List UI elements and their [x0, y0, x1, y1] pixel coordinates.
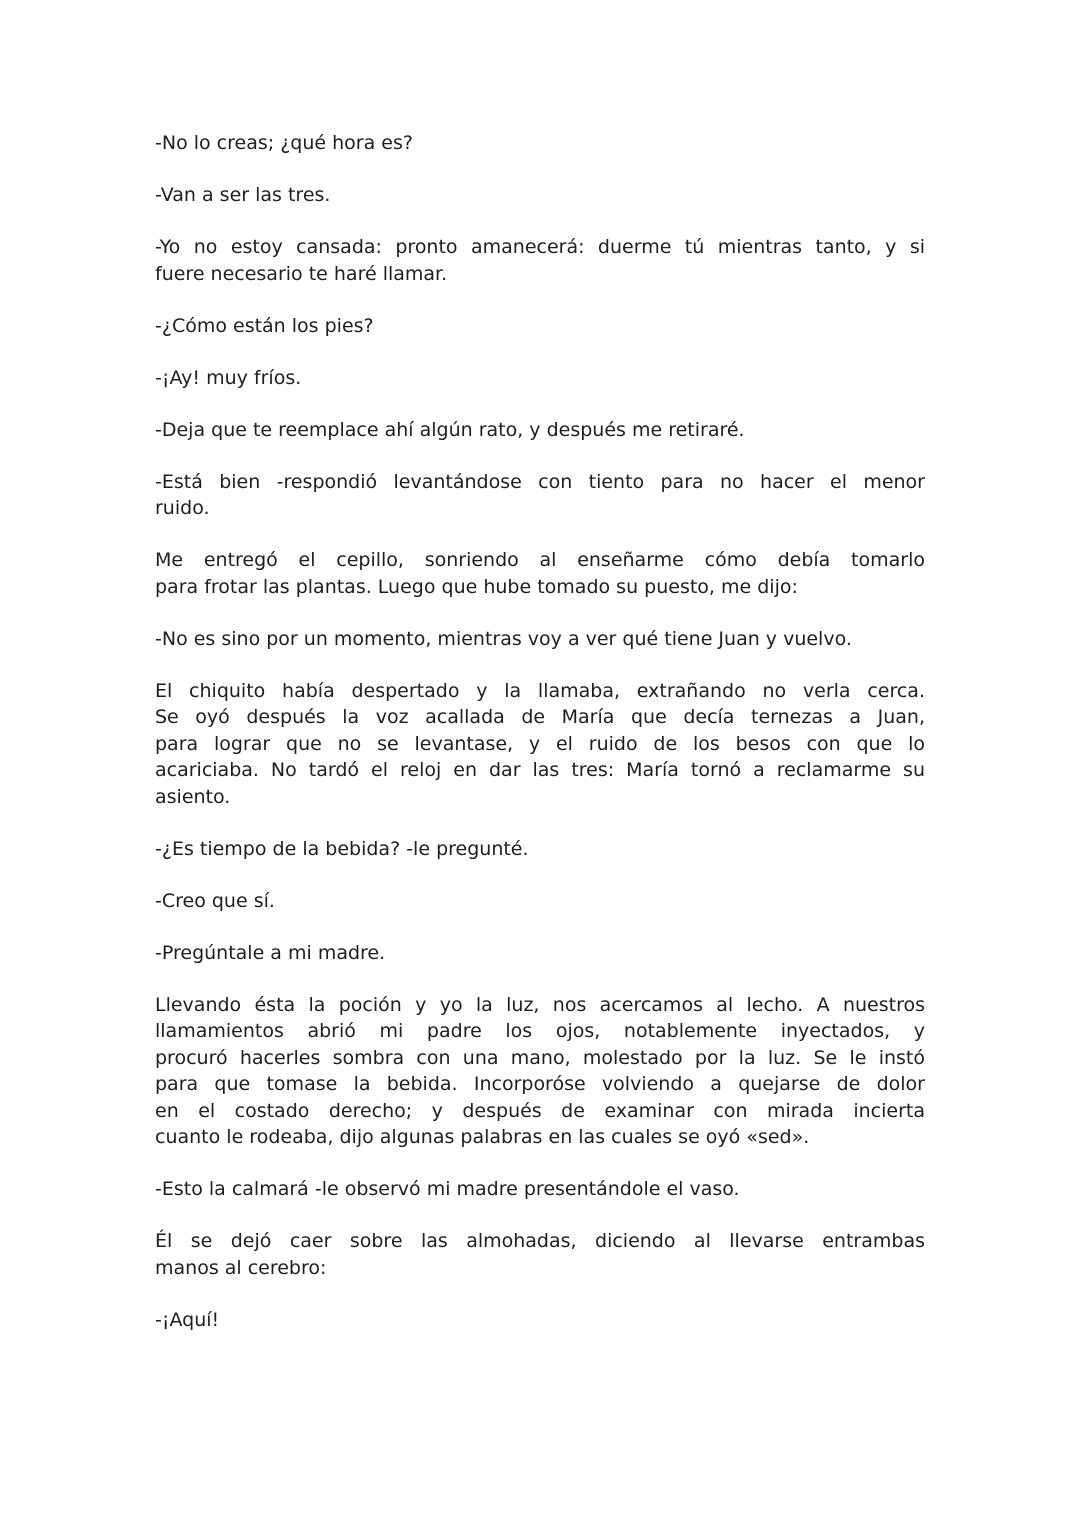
paragraph — [155, 836, 925, 863]
paragraph — [155, 469, 925, 522]
text-line: para frotar las plantas. Luego que hube tomado su puesto, me dijo: — [155, 575, 798, 598]
paragraph — [155, 365, 925, 392]
text-line: -Está bien -respondió levantándose con tiento para no hacer el menor — [155, 470, 925, 493]
text-line: -¡Aquí! — [155, 1308, 220, 1331]
text-line: El chiquito había despertado y la llamaba, extrañando no verla cerca. — [155, 679, 925, 702]
text-line: acariciaba. No tardó el reloj en dar las tres: María tornó a reclamarme su — [155, 759, 925, 781]
text-line: llamamientos abrió mi padre los ojos, notablemente inyectados, y — [155, 1020, 925, 1042]
paragraph — [155, 992, 925, 1151]
text-line: para lograr que no se levantase, y el ruido de los besos con que lo — [155, 732, 925, 755]
paragraph — [155, 678, 925, 811]
text-line: ruido. — [155, 497, 210, 519]
paragraph — [155, 940, 925, 967]
paragraph — [155, 626, 925, 653]
text-line: -¿Es tiempo de la bebida? -le pregunté. — [155, 837, 529, 860]
text-line: fuere necesario te haré llamar. — [155, 262, 448, 285]
text-line: -¿Cómo están los pies? — [155, 314, 374, 337]
text-line: -Pregúntale a mi madre. — [155, 941, 386, 964]
text-line: -Creo que sí. — [155, 889, 275, 912]
document-body — [155, 130, 925, 1359]
text-line: Se oyó después la voz acallada de María que decía ternezas a Juan, — [155, 706, 925, 728]
text-line: cuanto le rodeaba, dijo algunas palabras en las cuales se oyó «sed». — [155, 1126, 810, 1148]
text-line: Me entregó el cepillo, sonriendo al enseñarme cómo debía tomarlo — [155, 549, 925, 571]
text-line: -Yo no estoy cansada: pronto amanecerá: duerme tú mientras tanto, y si — [155, 236, 925, 258]
text-line: manos al cerebro: — [155, 1256, 327, 1279]
paragraph — [155, 1228, 925, 1281]
text-line: asiento. — [155, 785, 231, 808]
text-line: Él se dejó caer sobre las almohadas, diciendo al llevarse entrambas — [155, 1230, 925, 1252]
text-line: procuró hacerles sombra con una mano, molestado por la luz. Se le instó — [155, 1046, 925, 1069]
text-line: -No lo creas; ¿qué hora es? — [155, 132, 413, 154]
text-line: para que tomase la bebida. Incorporóse volviendo a quejarse de dolor — [155, 1073, 925, 1095]
text-line: -¡Ay! muy fríos. — [155, 366, 302, 389]
text-line: Llevando ésta la poción y yo la luz, nos acercamos al lecho. A nuestros — [155, 993, 925, 1016]
text-line: -Van a ser las tres. — [155, 184, 331, 206]
paragraph — [155, 888, 925, 915]
paragraph — [155, 234, 925, 287]
paragraph — [155, 417, 925, 444]
paragraph — [155, 1176, 925, 1203]
text-line: en el costado derecho; y después de examinar con mirada incierta — [155, 1099, 925, 1122]
text-line: -No es sino por un momento, mientras voy a ver qué tiene Juan y vuelvo. — [155, 627, 852, 650]
paragraph — [155, 130, 925, 157]
paragraph — [155, 547, 925, 600]
text-line: -Deja que te reemplace ahí algún rato, y después me retiraré. — [155, 418, 745, 441]
text-line: -Esto la calmará -le observó mi madre presentándole el vaso. — [155, 1178, 740, 1200]
paragraph — [155, 1307, 925, 1334]
paragraph — [155, 313, 925, 340]
paragraph — [155, 182, 925, 209]
